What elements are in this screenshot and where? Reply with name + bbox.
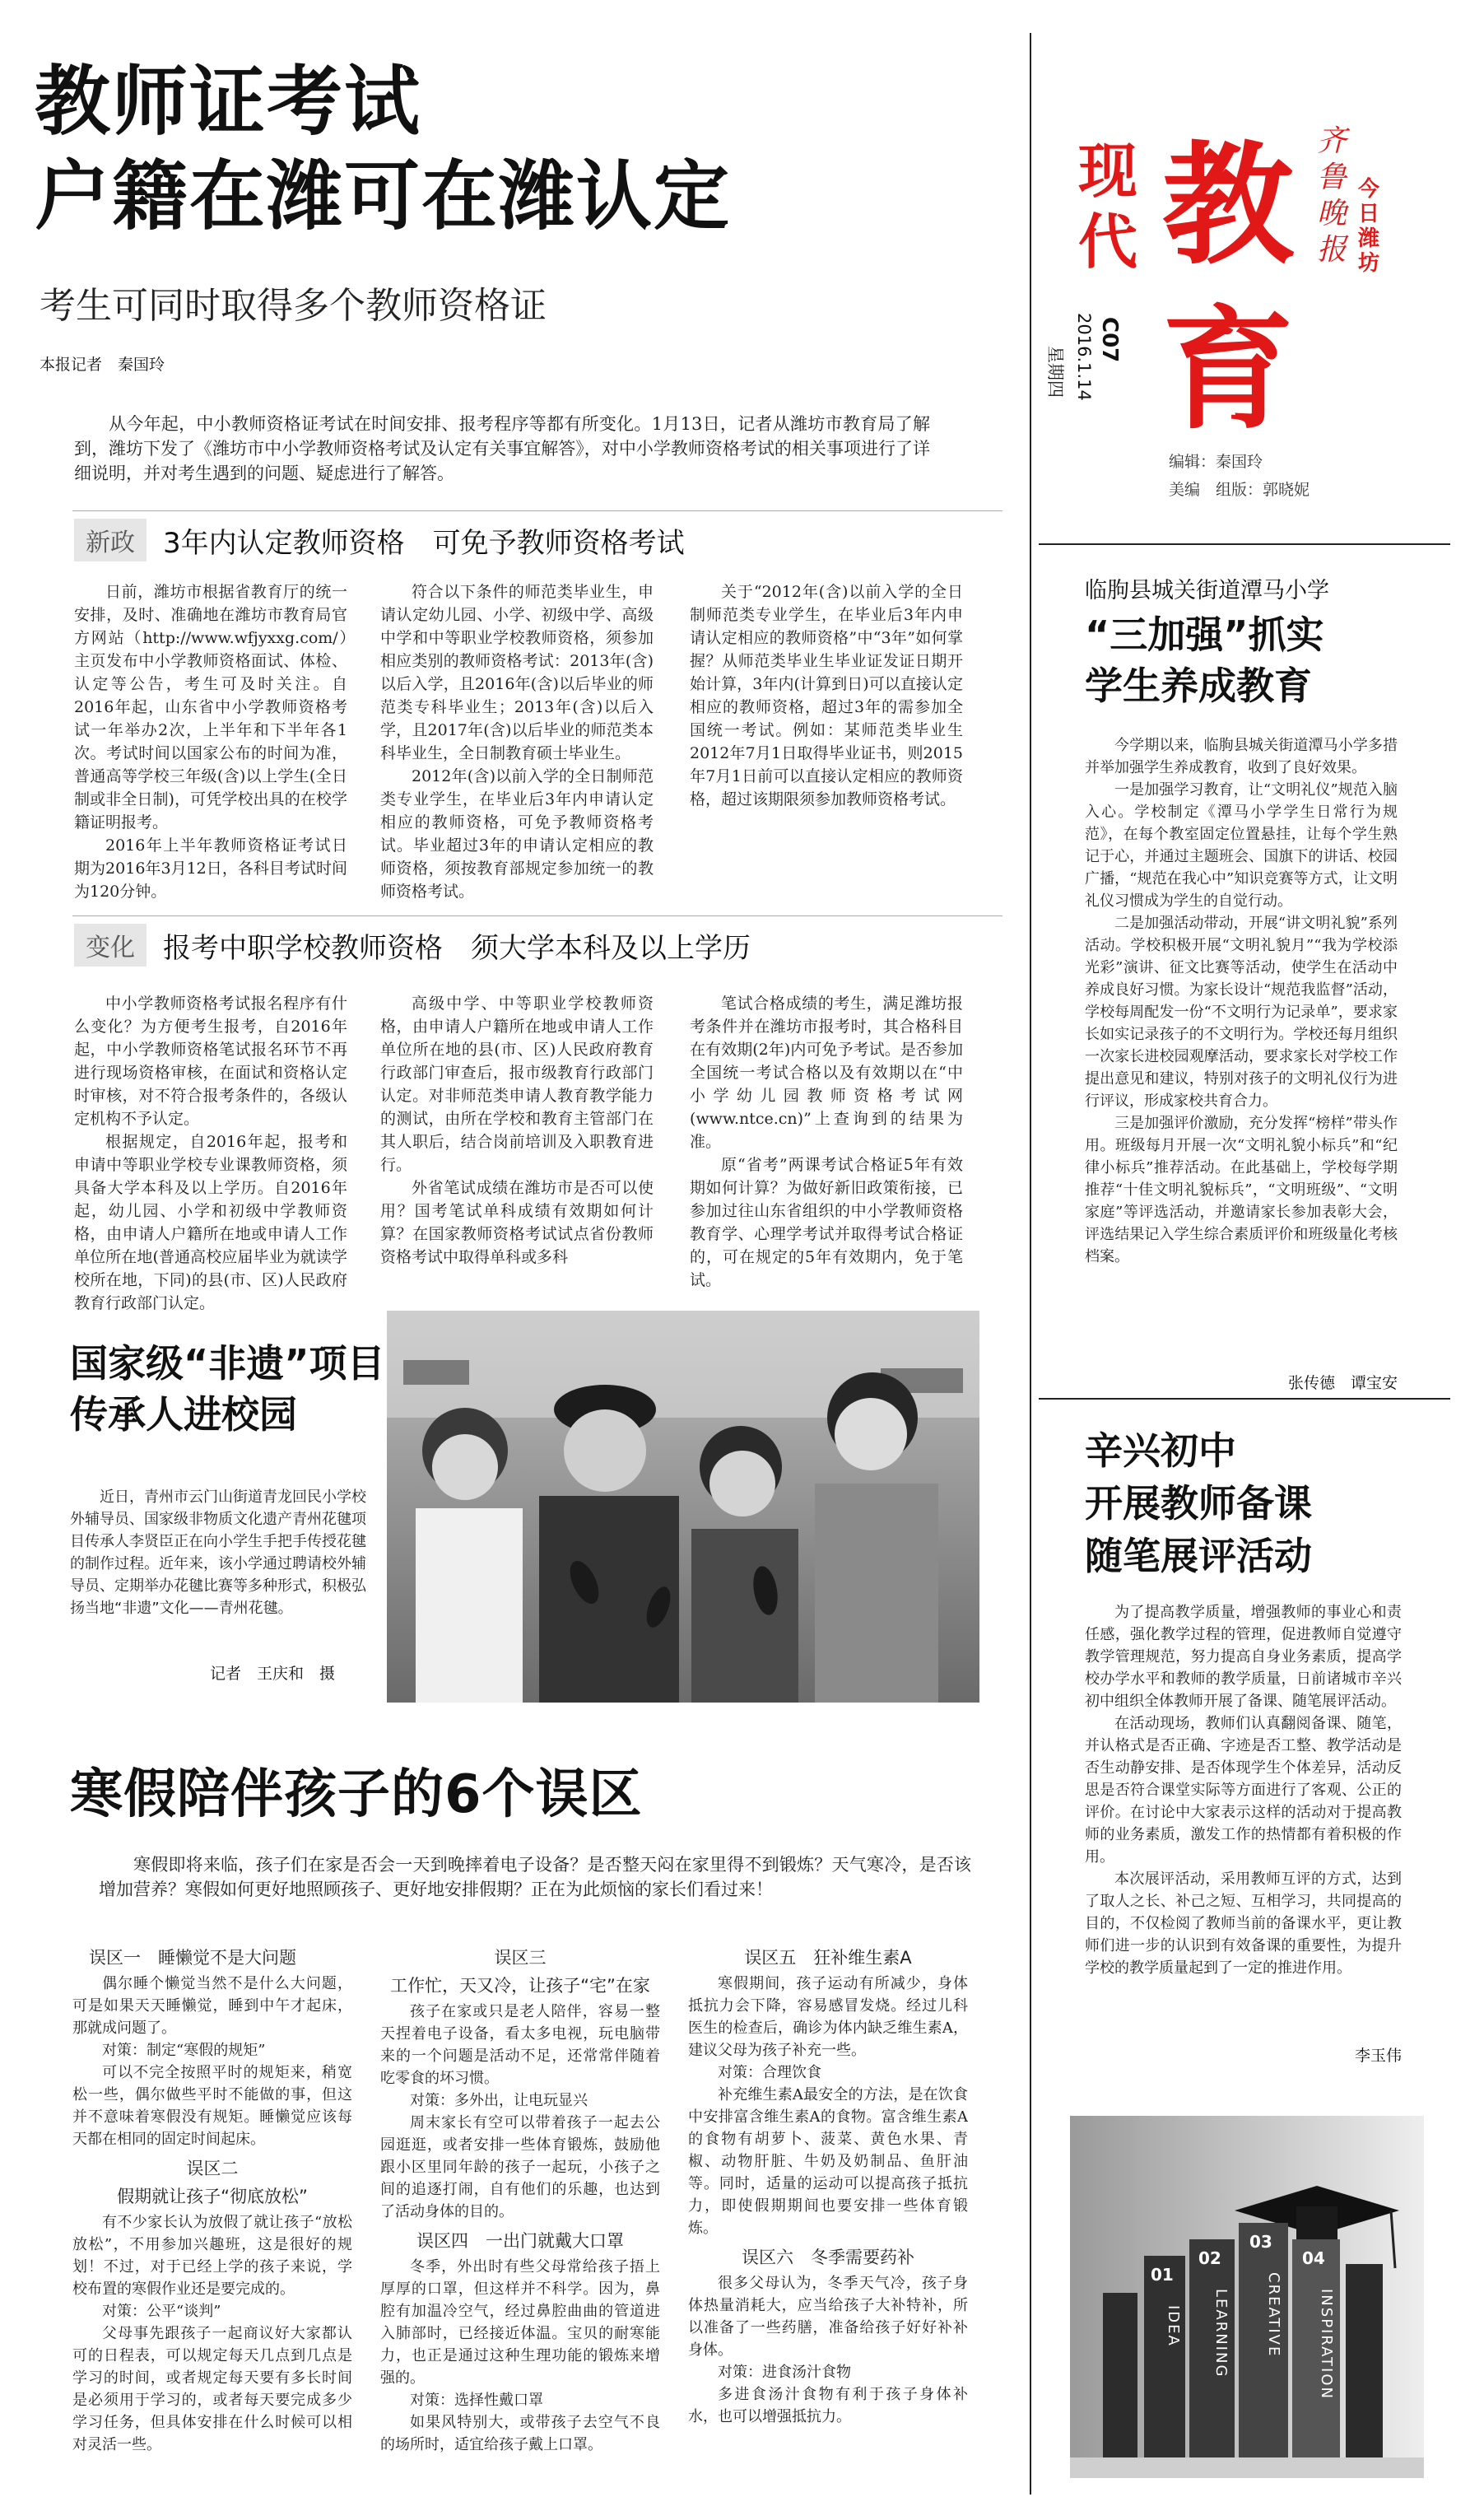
s1-col2-p2: 2012年(含)以前入学的全日制师范类专业学生，在毕业后3年内申请认定相应的教师资格，可免予教师资格考试。毕业超过3年的申请认定相应的教师资格，须按教育部规定参加统一的教师资格考试。 [380, 767, 654, 901]
m6-title: 误区六 冬季需要药补 [742, 2248, 914, 2267]
m2-title: 误区二 [186, 2159, 239, 2178]
linqu-para-4: 三是加强评价激励，充分发挥“榜样”带头作用。班级每月开展一次“文明礼貌小标兵”和“纪律小标兵”推荐活动。在此基础上，学校每学期推荐“十佳文明礼貌标兵”，“文明班级”、“文明家庭”等评选活动，并邀请家长参加表彰大会，评选结果记入学生综合素质评价和班级量化考核档案。 [1085, 1115, 1398, 1265]
linqu-para-3: 二是加强活动带动，开展“讲文明礼貌”系列活动。学校积极开展“文明礼貌月”“我为学校添光彩”演讲、征文比赛等活动，使学生在活动中养成良好习惯。为家长设计“规范我监督”活动，学校每周配发一份“不文明行为记录单”，要求家长如实记录孩子的不文明行为。学校还每月组织一次家长进校园观摩活动，要求家长对学校工作提出意见和建议，特别对孩子的文明礼仪行为进行评议，形成家校共育合力。 [1085, 915, 1398, 1110]
m6-tip-text: 多进食汤汁食物有利于孩子身体补水，也可以增强抵抗力。 [688, 2386, 968, 2425]
m4-text: 冬季，外出时有些父母常给孩子捂上厚厚的口罩，但这样并不科学。因为，鼻腔有加温冷空气，经过鼻腔曲曲的管道进入肺部时，已经接近体温。宝贝的耐寒能力，也正是通过这种生理功能的锻炼来增强的。 [380, 2258, 660, 2387]
xinxing-para-2: 在活动现场，教师们认真翻阅备课、随笔，并认格式是否正确、字迹是否工整、教学活动是否生动静安排、是否体现学生个体差异，活动反思是否符合课堂实际等方面进行了客观、公正的评价。在讨论中大家表示这样的活动对于提高教师的业务素质，激发工作的热情都有着积极的作用。 [1085, 1715, 1402, 1866]
section1-label: 新政 [74, 519, 147, 561]
section2-title: 报考中职学校教师资格 须大学本科及以上学历 [163, 931, 751, 965]
linqu-body [1085, 734, 1398, 1356]
s2-col2-p2: 外省笔试成绩在潍坊市是否可以使用？国考笔试单科成绩有效期如何计算？在国家教师资格考试试点省份教师资格考试中取得单科或多科 [380, 1179, 654, 1266]
right-column-divider [1030, 33, 1031, 2495]
linqu-bottom-rule [1039, 1398, 1450, 1400]
feature-caption-text: 近日，青州市云门山街道青龙回民小学校外辅导员、国家级非物质文化遗产青州花毽项目传承人李贤臣正在向小学生手把手传授花毽的制作过程。近年来，该小学通过聘请校外辅导员、定期举办花毽比赛等多种形式，积极弘扬当地“非遗”文化——青州花毽。 [70, 1488, 366, 1617]
m3-title: 误区三 [494, 1948, 547, 1968]
s2-col3-p2: 原“省考”两课考试合格证5年有效期如何计算？为做好新旧政策衔接，已参加过往山东省组织的中小学教师资格教育学、心理学考试并取得考试合格证的，可在规定的5年有效期内，免于笔试。 [690, 1156, 963, 1288]
m3-tip-text: 周末家长有空可以带着孩子一起去公园逛逛，或者安排一些体育锻炼，鼓励他跟小区里同年龄的孩子一起玩，小孩子之间的追逐打闹，自有他们的乐趣，也达到了活动身体的目的。 [380, 2114, 660, 2220]
winter-intro [99, 1852, 971, 1902]
m6-tip: 对策：进食汤汁食物 [718, 2364, 851, 2381]
winter-intro-text: 寒假即将来临，孩子们在家是否会一天到晚摔着电子设备？是否整天闷在家里得不到锻炼？天气寒冷，是否该增加营养？寒假如何更好地照顾孩子、更好地安排假期？正在为此烦恼的家长们看过来！ [99, 1855, 971, 1899]
feature-headline-line1: 国家级“非遗”项目 [70, 1341, 385, 1386]
feature-caption [70, 1486, 366, 1619]
lead-headline-line2: 户籍在潍可在潍认定 [35, 152, 732, 240]
lead-subhead: 考生可同时取得多个教师资格证 [40, 285, 547, 327]
s1-col1 [74, 580, 347, 910]
masthead-designer: 美编 组版：郭晓妮 [1169, 481, 1310, 499]
masthead-weekday: 星期四 [1045, 346, 1065, 398]
s2-col1-p2: 根据规定，自2016年起，报考和申请中等职业学校专业课教师资格，须具备大学本科及以上学历。自2016年起，幼儿园、小学和初级中学教师资格，由申请人户籍所在地或申请人工作单位所在地(普通高校应届毕业为就读学校所在地，下同)的县(市、区)人民政府教育行政部门认定。 [74, 1133, 347, 1312]
xinxing-headline-line3: 随笔展评活动 [1085, 1534, 1312, 1578]
m1-text: 偶尔睡个懒觉当然不是什么大问题，可是如果天天睡懒觉，睡到中午才起床，那就成问题了。 [72, 1975, 352, 2037]
book-num-4: 04 [1302, 2248, 1325, 2268]
m2-sub: 假期就让孩子“彻底放松” [117, 2187, 308, 2206]
section1-title: 3年内认定教师资格 可免予教师资格考试 [163, 526, 685, 560]
xinxing-headline-line1: 辛兴初中 [1085, 1428, 1236, 1473]
linqu-byline: 张传德 谭宝安 [1287, 1374, 1398, 1392]
s1-col2-p1: 符合以下条件的师范类毕业生，申请认定幼儿园、小学、初级中学、高级中学和中等职业学校教师资格，须参加相应类别的教师资格考试：2013年(含)以后入学，且2016年(含)以后毕业的师范类专科毕业生；2013年(含)以后入学，且2017年(含)以后毕业的师范类本科毕业生，全日制教育硕士毕业生。 [380, 583, 654, 762]
feature-headline-line2: 传承人进校园 [70, 1392, 297, 1437]
books-graphic [1070, 2116, 1424, 2478]
lead-headline-line1: 教师证考试 [35, 58, 422, 146]
section1-rule [72, 510, 1003, 511]
s1-col3 [690, 580, 963, 910]
books-illustration [1070, 2116, 1424, 2478]
m4-tip: 对策：选择性戴口罩 [410, 2392, 543, 2409]
m3-tip: 对策：多外出，让电玩显兴 [410, 2092, 588, 2109]
s2-col1-p1: 中小学教师资格考试报名程序有什么变化？为方便考生报考，自2016年起，中小学教师资格笔试报名环节不再进行现场资格审核，在面试和资格认定时审核，对不符合报考条件的，各级认定机构不予认定。 [74, 995, 347, 1128]
m5-text: 寒假期间，孩子运动有所减少，身体抵抗力会下降，容易感冒发烧。经过儿科医生的检查后，确诊为体内缺乏维生素A，建议父母为孩子补充一些。 [688, 1975, 968, 2059]
s1-col3-p1: 关于“2012年(含)以前入学的全日制师范类专业学生，在毕业后3年内申请认定相应的教师资格”中“3年”如何掌握？从师范类毕业生毕业证发证日期开始计算，3年内(计算到日)可以直接认定相应的教师资格，超过3年的需参加全国统一考试。例如：某师范类毕业生2012年7月1日取得毕业证书，则2015年7月1日前可以直接认定相应的教师资格，超过该期限须参加教师资格考试。 [690, 583, 963, 808]
m1-title: 误区一 睡懒觉不是大问题 [89, 1948, 296, 1968]
s1-col1-p2: 2016年上半年教师资格证考试日期为2016年3月12日，各科目考试时间为120分钟。 [74, 836, 347, 901]
m4-title: 误区四 一出门就戴大口罩 [416, 2231, 624, 2251]
s1-col1-p1: 日前，潍坊市根据省教育厅的统一安排，及时、准确地在潍坊市教育局官方网站（http://www.wfjyxxg.com/）主页发布中小学教师资格面试、体检、认定等公告，考生可及时关注。自2016年起，山东省中小学教师资格考试一年举办2次，上半年和下半年各1次。考试时间以国家公布的时间为准，普通高等学校三年级(含)以上学生(全日制或非全日制)，可凭学校出具的在校学籍证明报考。 [74, 583, 347, 832]
masthead-section-title: 教育 [1162, 128, 1295, 447]
linqu-para-2: 一是加强学习教育，让“文明礼仪”规范入脑入心。学校制定《潭马小学学生日常行为规范》，在每个教室固定位置悬挂，让每个学生熟记于心，并通过主题班会、国旗下的讲话、校园广播，“规范在我心中”知识竞赛等方式，让文明礼仪习惯成为学生的自觉行动。 [1085, 781, 1398, 910]
lead-intro-text: 从今年起，中小教师资格证考试在时间安排、报考程序等都有所变化。1月13日，记者从潍坊市教育局了解到，潍坊下发了《潍坊市中小学教师资格考试及认定有关事宜解答》，对中小学教师资格考试的相关事项进行了详细说明，并对考生遇到的问题、疑虑进行了解答。 [74, 414, 930, 483]
winter-col3 [688, 1943, 968, 2503]
linqu-para-1: 今学期以来，临朐县城关街道潭马小学多措并举加强学生养成教育，收到了良好效果。 [1085, 737, 1398, 776]
lead-byline: 本报记者 秦国玲 [40, 356, 165, 374]
m5-title: 误区五 狂补维生素A [744, 1948, 912, 1968]
linqu-headline-line2: 学生养成教育 [1085, 664, 1312, 708]
feature-photo [387, 1311, 979, 1703]
s2-col2 [380, 992, 654, 1288]
masthead-editor: 编辑：秦国玲 [1169, 453, 1263, 471]
section2-rule [72, 915, 1003, 916]
m1-tip: 对策：制定“寒假的规矩” [102, 2042, 266, 2059]
m5-tip-text: 补充维生素A最安全的方法，是在饮食中安排富含维生素A的食物。富含维生素A的食物有胡萝卜、菠菜、黄色水果、青椒、动物肝脏、牛奶及奶制品、鱼肝油等。同时，适量的运动可以提高孩子抵抗力，即使假期期间也要安排一些体育锻炼。 [688, 2086, 968, 2237]
winter-headline: 寒假陪伴孩子的6个误区 [70, 1764, 643, 1825]
m2-tip-text: 父母事先跟孩子一起商议好大家都认可的日程表，可以规定每天几点到几点是学习的时间，或者规定每天要有多长时间是必须用于学习的，或者每天要完成多少学习任务，但具体安排在什么时候可以相对灵活一些。 [72, 2325, 352, 2453]
masthead-bottom-rule [1039, 543, 1450, 545]
s2-col1 [74, 992, 347, 1338]
xinxing-headline-line2: 开展教师备课 [1085, 1481, 1312, 1526]
linqu-headline-line1: “三加强”抓实 [1085, 613, 1324, 657]
masthead-date: 2016.1.14 [1074, 313, 1094, 401]
masthead-page-no: C07 [1097, 317, 1122, 363]
m4-tip-text: 如果风特别大，或带孩子去空气不良的场所时，适宜给孩子戴上口罩。 [380, 2414, 660, 2453]
masthead-date-block [1040, 346, 1068, 510]
xinxing-byline: 李玉伟 [1354, 2047, 1402, 2065]
xinxing-para-3: 本次展评活动，采用教师互评的方式，达到了取人之长、补己之短、互相学习，共同提高的目的，不仅检阅了教师当前的备课水平，更让教师们进一步的认识到有效备课的重要性，为提升学校的教学质量起到了一定的推进作用。 [1085, 1870, 1402, 1977]
book-word-inspiration: INSPIRATION [1318, 2289, 1335, 2400]
book-num-2: 02 [1198, 2248, 1221, 2268]
s2-col2-p1: 高级中学、中等职业学校教师资格，由申请人户籍所在地或申请人工作单位所在地的县(市、区)人民政府教育行政部门审查后，报市级教育行政部门认定。对非师范类申请人教育教学能力的测试，由所在学校和教育主管部门在其人职后，结合岗前培训及入职教育进行。 [380, 995, 654, 1174]
s2-col3-p1: 笔试合格成绩的考生，满足潍坊报考条件并在潍坊市报考时，其合格科目在有效期(2年)内可免予考试。是否参加全国统一考试合格以及有效期以在“中小学幼儿园教师资格考试网(www.ntce.cn)”上查询到的结果为准。 [690, 995, 963, 1151]
s2-col3 [690, 992, 963, 1288]
s1-col2 [380, 580, 654, 910]
m6-text: 很多父母认为，冬季天气冷，孩子身体热量消耗大，应当给孩子大补特补，所以准备了一些药膳，准备给孩子好好补补身体。 [688, 2275, 968, 2359]
masthead-side-title: 现代 [1077, 137, 1137, 277]
masthead-paper-script: 齐鲁晚报 [1316, 124, 1347, 267]
linqu-kicker: 临朐县城关街道潭马小学 [1085, 578, 1329, 603]
xinxing-body [1085, 1601, 1402, 2029]
m5-tip: 对策：合理饮食 [718, 2064, 821, 2081]
xinxing-headline [1085, 1424, 1312, 1582]
feature-photo-illustration [387, 1311, 979, 1703]
book-num-1: 01 [1151, 2265, 1174, 2285]
book-word-idea: IDEA [1165, 2305, 1182, 2347]
lead-intro [74, 412, 930, 486]
feature-headline [70, 1338, 384, 1440]
section2-header [74, 924, 751, 967]
winter-col2 [380, 1943, 660, 2503]
book-word-creative: CREATIVE [1265, 2272, 1282, 2358]
book-num-3: 03 [1249, 2232, 1272, 2252]
section2-label: 变化 [74, 924, 147, 967]
book-word-learning: LEARNING [1212, 2289, 1230, 2378]
feature-credit: 记者 王庆和 摄 [210, 1665, 336, 1683]
m3-sub: 工作忙，天又冷，让孩子“宅”在家 [390, 1976, 650, 1996]
m3-text: 孩子在家或只是老人陪伴，容易一整天捏着电子设备，看太多电视，玩电脑带来的一个问题是活动不足，还常常伴随着吃零食的坏习惯。 [380, 2003, 660, 2087]
masthead-edition: 今日潍坊 [1357, 177, 1379, 276]
m1-tip-text: 可以不完全按照平时的规矩来，稍宽松一些，偶尔做些平时不能做的事，但这并不意味着寒假没有规矩。睡懒觉应该每天都在相同的固定时间起床。 [72, 2064, 352, 2148]
m2-tip: 对策：公平“谈判” [102, 2303, 221, 2320]
winter-col1 [72, 1943, 352, 2503]
section1-header [74, 519, 685, 561]
xinxing-para-1: 为了提高教学质量，增强教师的事业心和责任感，强化教学过程的管理，促进教师自觉遵守教学管理规范，努力提高自身业务素质，提高学校办学水平和教师的教学质量，日前诸城市辛兴初中组织全体教师开展了备课、随笔展评活动。 [1085, 1604, 1402, 1710]
m2-text: 有不少家长认为放假了就让孩子“放松放松”，不用参加兴趣班，这是很好的规划！不过，对于已经上学的孩子来说，学校布置的寒假作业还是要完成的。 [72, 2214, 352, 2298]
linqu-headline [1085, 609, 1324, 711]
